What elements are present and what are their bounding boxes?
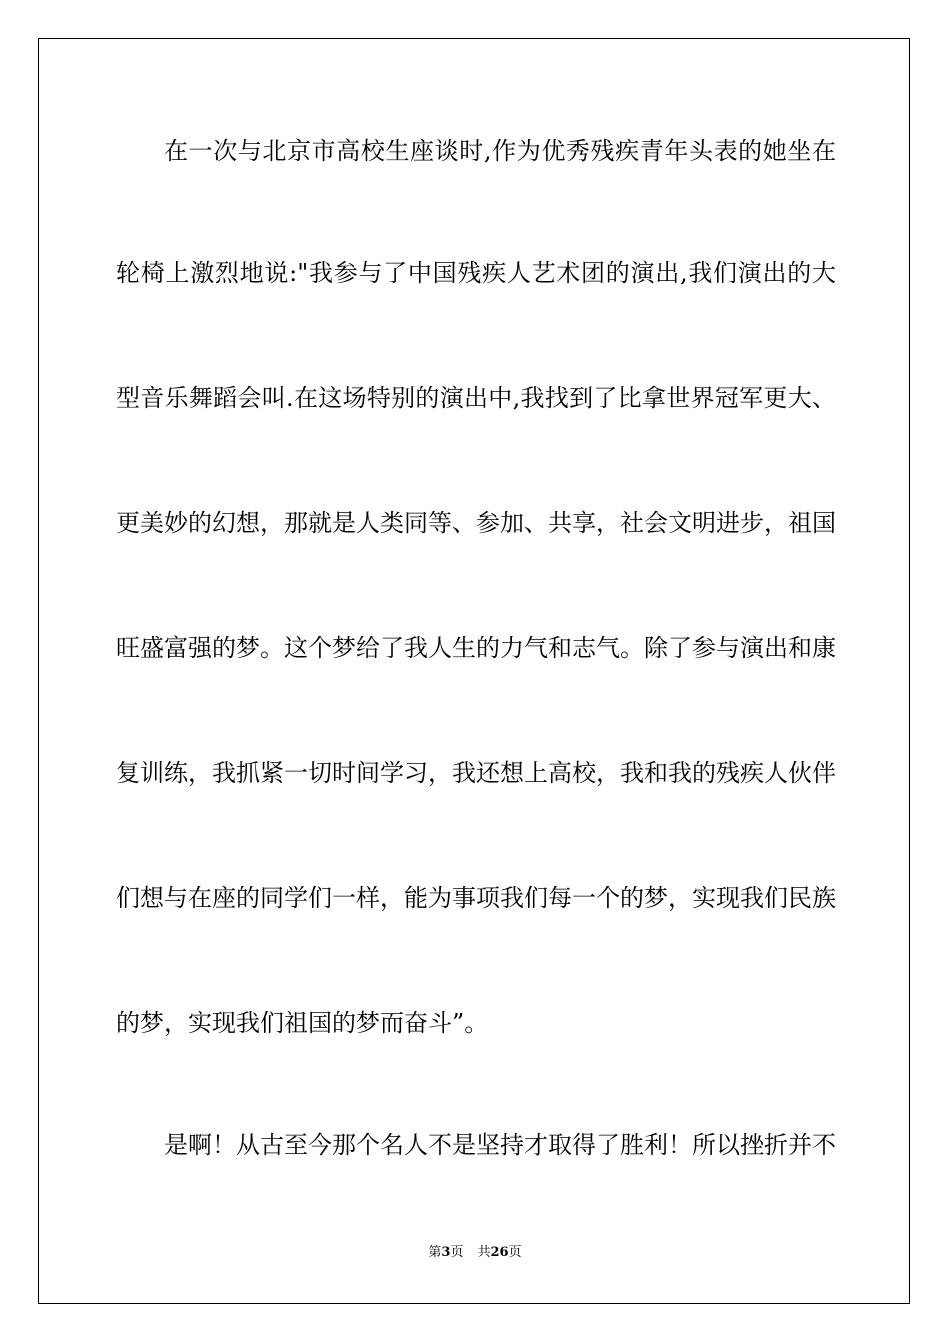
page-frame (38, 38, 910, 1304)
footer-page-prefix: 第 (428, 1245, 442, 1260)
paragraph-1-line-6: 复训练，我抓紧一切时间学习，我还想上高校，我和我的残疾人伙伴 (116, 759, 836, 787)
footer-page-suffix: 页 (450, 1245, 464, 1260)
footer-total-suffix: 页 (508, 1245, 522, 1260)
paragraph-1-line-1: 在一次与北京市高校生座谈时,作为优秀残疾青年头表的她坐在 (164, 137, 836, 165)
paragraph-1-line-7: 们想与在座的同学们一样，能为事项我们每一个的梦，实现我们民族 (116, 884, 836, 912)
paragraph-1-line-8: 的梦，实现我们祖国的梦而奋斗”。 (116, 1009, 489, 1037)
paragraph-2-line-1: 是啊！从古至今那个名人不是坚持才取得了胜利！所以挫折并不 (164, 1131, 836, 1159)
paragraph-1-line-4: 更美妙的幻想，那就是人类同等、参加、共享，社会文明进步，祖国 (116, 509, 836, 537)
footer-total-prefix: 共 (477, 1245, 491, 1260)
paragraph-1-line-3: 型音乐舞蹈会叫.在这场特别的演出中,我找到了比拿世界冠军更大、 (116, 384, 836, 412)
footer-page-number: 3 (441, 1245, 451, 1260)
footer-total-pages: 26 (490, 1245, 509, 1260)
page-footer (0, 1244, 950, 1262)
paragraph-1-line-5: 旺盛富强的梦。这个梦给了我人生的力气和志气。除了参与演出和康 (116, 634, 836, 662)
paragraph-1-line-2: 轮椅上激烈地说:"我参与了中国残疾人艺术团的演出,我们演出的大 (116, 259, 836, 287)
